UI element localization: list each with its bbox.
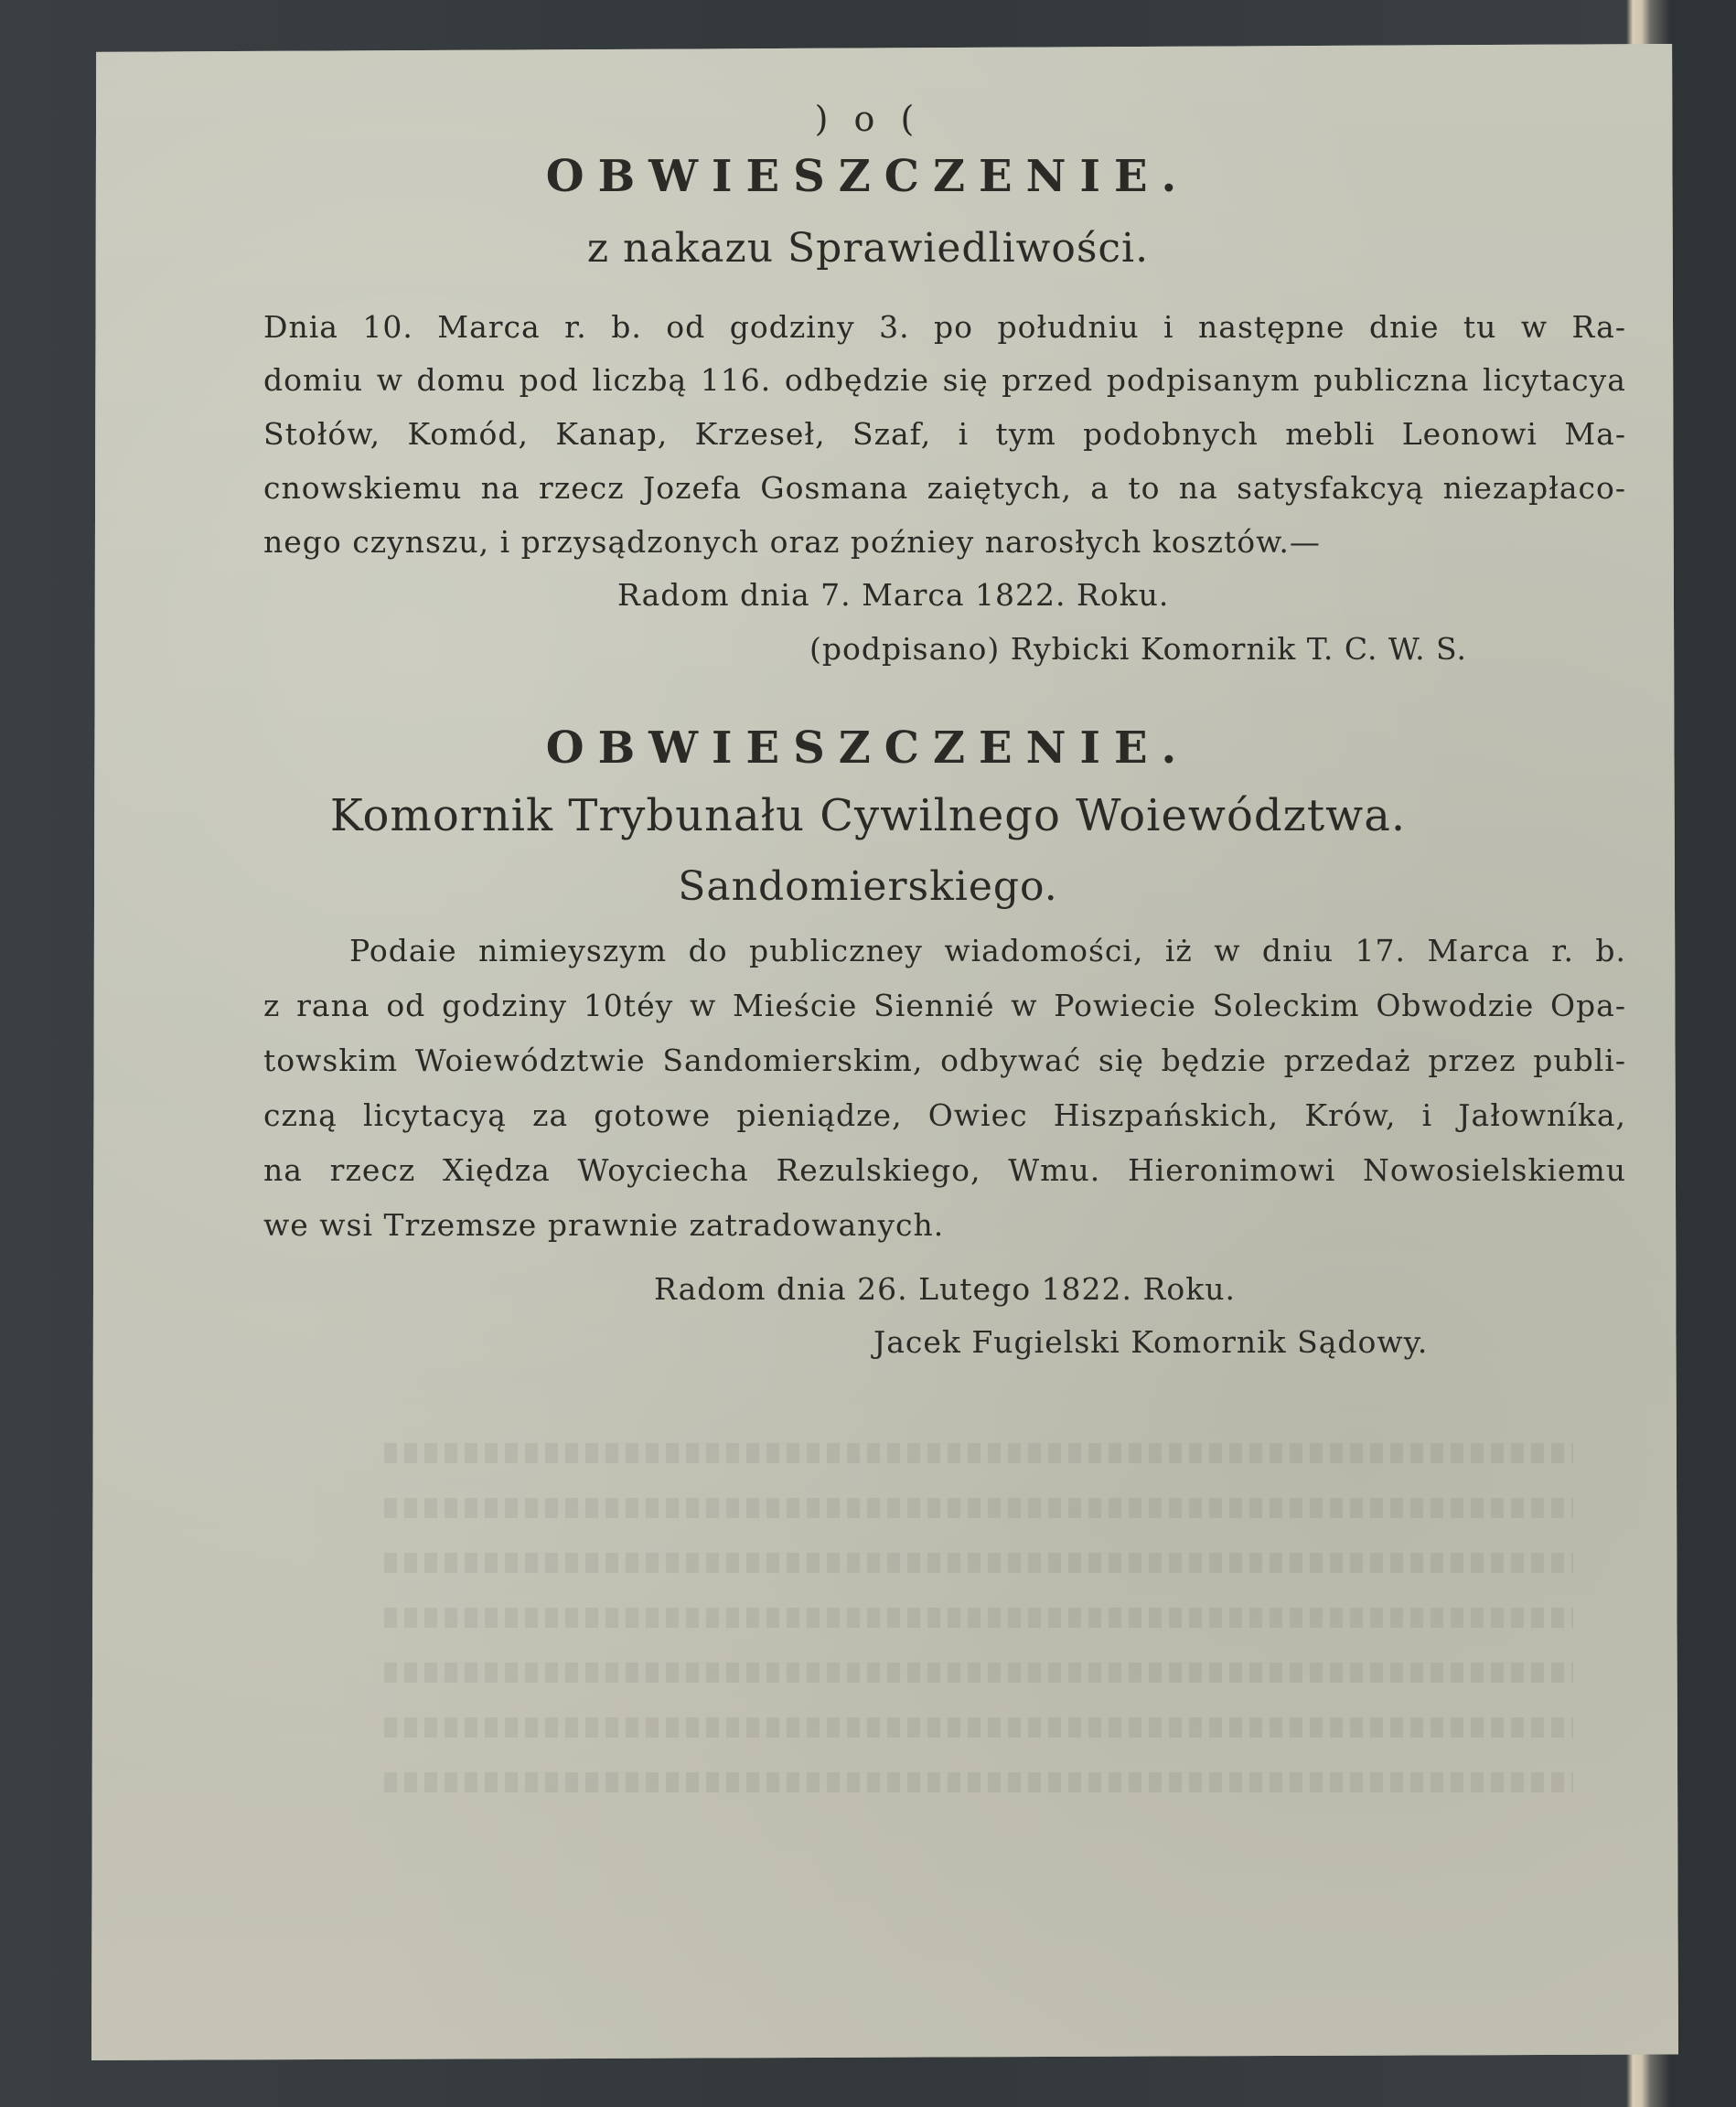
page-number: ) o ( xyxy=(814,99,922,139)
notice1-subtitle: z nakazu Sprawiedliwości. xyxy=(586,225,1150,272)
notice2-signature: Jacek Fugielski Komornik Sądowy. xyxy=(873,1324,1429,1360)
notice2-subtitle-2: Sandomierskiego. xyxy=(678,863,1058,910)
notice1-line: Stołów, Komód, Kanap, Krzeseł, Szaf, i tym podobnych mebli Leonowi Ma- xyxy=(263,416,1626,452)
notice2-line: we wsi Trzemsze prawnie zatradowanych. xyxy=(263,1207,945,1243)
notice2-subtitle: Komornik Trybunału Cywilnego Woiewództwa. xyxy=(329,790,1407,841)
bleed-through-line xyxy=(384,1443,1573,1463)
notice2-line: na rzecz Xiędza Woyciecha Rezulskiego, Wmu. Hieronimowi Nowosielskiemu xyxy=(263,1152,1626,1188)
notice1-line: cnowskiemu na rzecz Jozefa Gosmana zaiętych, a to na satysfakcyą niezapłaco- xyxy=(263,470,1626,506)
notice1-line: Dnia 10. Marca r. b. od godziny 3. po południu i następne dnie tu w Ra- xyxy=(263,309,1626,345)
notice2-line: czną licytacyą za gotowe pieniądze, Owiec Hiszpańskich, Krów, i Jałowníka, xyxy=(263,1097,1626,1133)
notice2-title: OBWIESZCZENIE. xyxy=(545,722,1191,774)
bleed-through-line xyxy=(384,1498,1573,1518)
notice2-line: towskim Woiewództwie Sandomierskim, odbywać się będzie przedaż przez publi- xyxy=(263,1043,1626,1078)
notice1-title: OBWIESZCZENIE. xyxy=(545,151,1191,202)
bleed-through-line xyxy=(384,1663,1573,1683)
notice1-signature: (podpisano) Rybicki Komornik T. C. W. S. xyxy=(809,631,1467,667)
notice1-line: nego czynszu, i przysądzonych oraz poźniey narosłych kosztów.— xyxy=(263,524,1321,560)
notice2-line: z rana od godziny 10téy w Mieście Siennié w Powiecie Soleckim Obwodzie Opa- xyxy=(263,988,1626,1023)
bleed-through-line xyxy=(384,1553,1573,1573)
notice1-line: domiu w domu pod liczbą 116. odbędzie się przed podpisanym publiczna licytacya xyxy=(263,362,1626,398)
notice2-line: Podaie nimieyszym do publiczney wiadomości, iż w dniu 17. Marca r. b. xyxy=(349,933,1626,968)
bleed-through-line xyxy=(384,1717,1573,1738)
notice1-place-date: Radom dnia 7. Marca 1822. Roku. xyxy=(617,577,1170,613)
bleed-through-line xyxy=(384,1772,1573,1792)
notice2-place-date: Radom dnia 26. Lutego 1822. Roku. xyxy=(654,1271,1236,1307)
bleed-through-line xyxy=(384,1608,1573,1628)
